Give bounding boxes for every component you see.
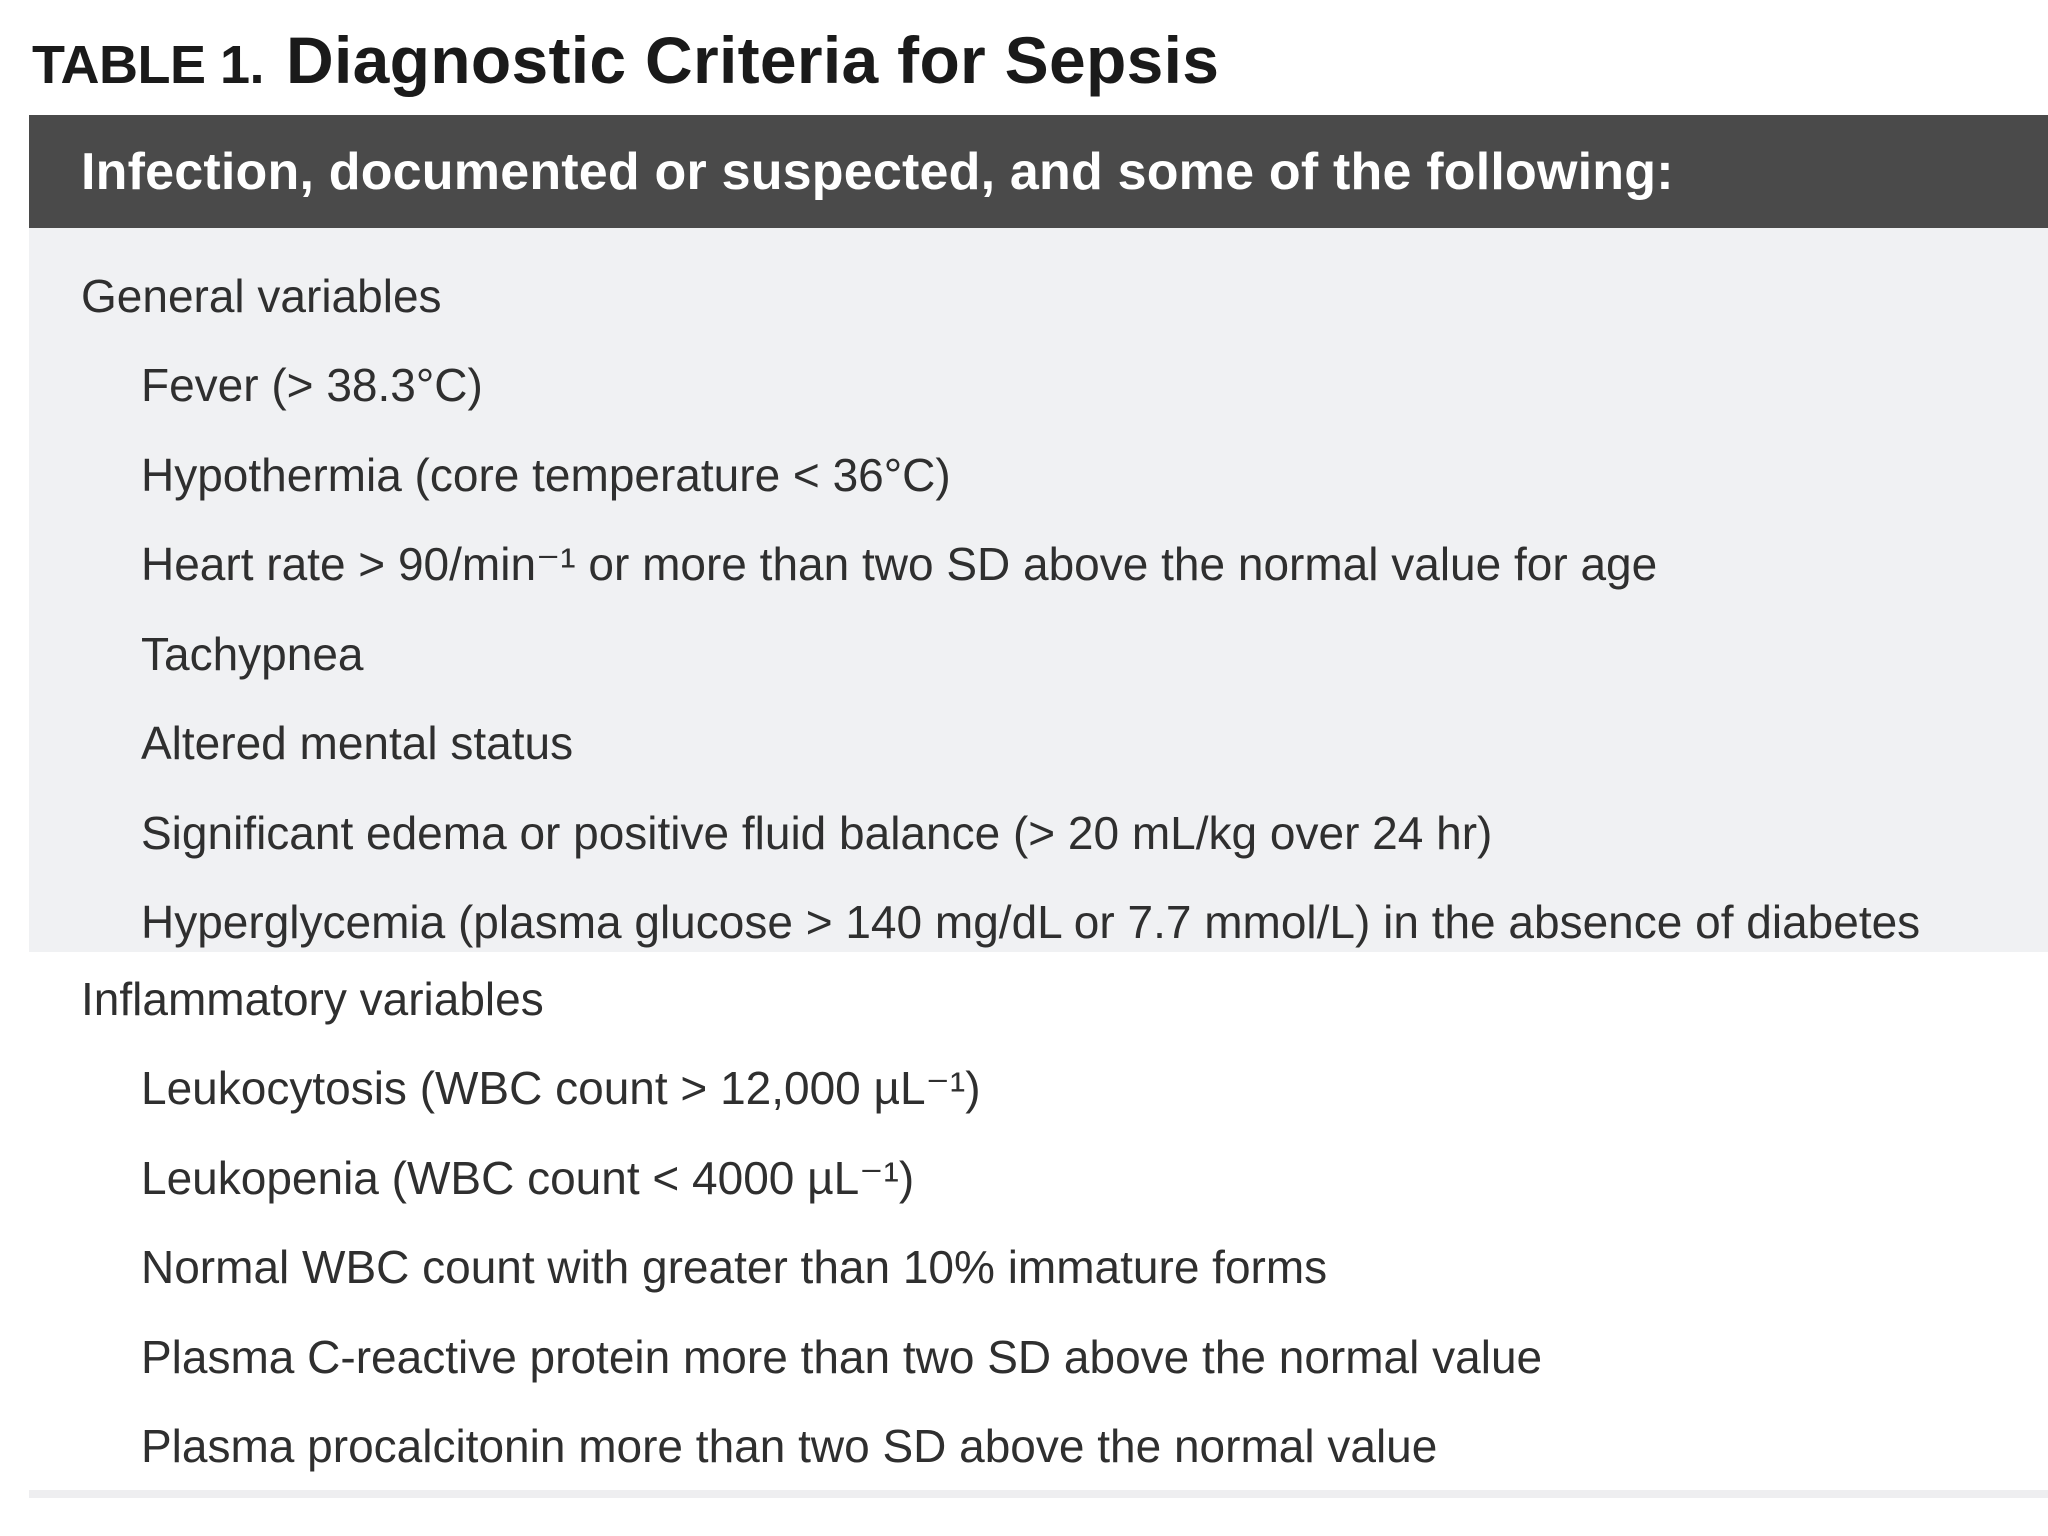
section-general-variables [29,228,2048,952]
criteria-table [29,115,2048,1498]
table-header-text: Infection, documented or suspected, and some of the following: [81,142,1674,201]
table-row [29,1402,2048,1492]
table-row [29,520,2048,610]
section-inflammatory-variables [29,952,2048,1498]
table-caption: Diagnostic Criteria for Sepsis [286,23,1220,97]
table-row [29,1044,2048,1134]
criterion-text: Plasma procalcitonin more than two SD above the normal value [141,1420,1438,1473]
criterion-text: Leukopenia (WBC count < 4000 µL⁻¹) [141,1151,915,1204]
criterion-text: Hypothermia (core temperature < 36°C) [141,448,951,501]
table-row [29,1133,2048,1223]
criterion-text: Altered mental status [141,717,574,770]
section-heading [29,251,2048,341]
section-heading-text: General variables [81,269,442,322]
criterion-text: Hyperglycemia (plasma glucose > 140 mg/dL or 7.7 mmol/L) in the absence of diabetes [141,896,1921,949]
section-heading [29,954,2048,1044]
criterion-text: Heart rate > 90/min⁻¹ or more than two SD above the normal value for age [141,538,1658,591]
table-row [29,609,2048,699]
table-row [29,1312,2048,1402]
criterion-text: Fever (> 38.3°C) [141,359,483,412]
table-row [29,341,2048,431]
table-header [29,115,2048,228]
criterion-text: Significant edema or positive fluid balance (> 20 mL/kg over 24 hr) [141,806,1493,859]
table-title [32,22,1219,112]
table-row [29,788,2048,878]
table-row [29,430,2048,520]
criterion-text: Tachypnea [141,627,364,680]
section-heading-text: Inflammatory variables [81,972,544,1025]
table-number: TABLE 1. [32,35,265,95]
table-row [29,1223,2048,1313]
criterion-text: Leukocytosis (WBC count > 12,000 µL⁻¹) [141,1062,981,1115]
criterion-text: Plasma C-reactive protein more than two SD above the normal value [141,1330,1543,1383]
criterion-text: Normal WBC count with greater than 10% immature forms [141,1241,1328,1294]
table-row [29,699,2048,789]
